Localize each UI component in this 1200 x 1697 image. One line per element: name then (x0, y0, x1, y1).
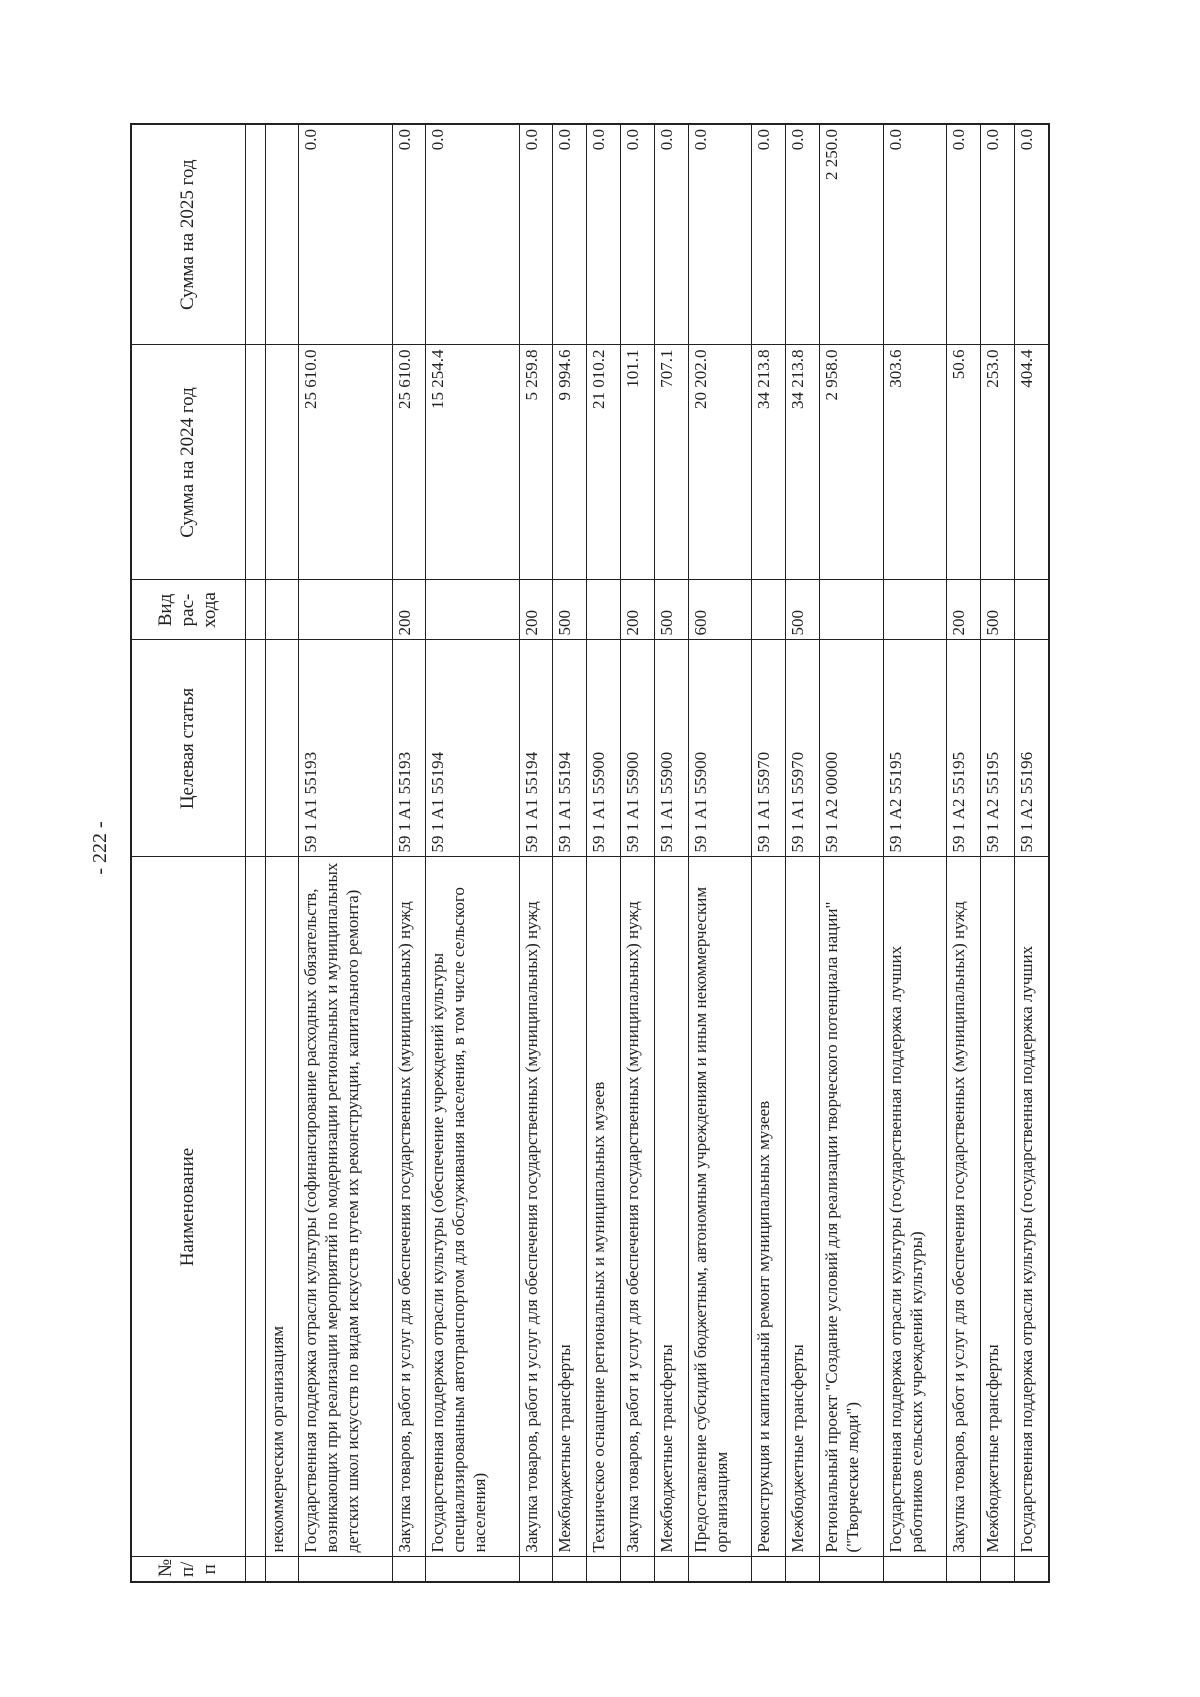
sum-2025-cell: 2 250.0 (820, 124, 884, 345)
sum-2024-cell: 101.1 (621, 345, 655, 580)
sum-2025-cell: 0.0 (786, 124, 820, 345)
sum-2024-cell (265, 345, 299, 580)
sum-2025-cell: 0.0 (621, 124, 655, 345)
kind-cell: 200 (392, 580, 426, 640)
sum-2025-cell: 0.0 (426, 124, 519, 345)
name-cell: Межбюджетные трансферты (980, 857, 1014, 1557)
sum-2025-cell: 0.0 (553, 124, 587, 345)
table-row (1014, 124, 1049, 1582)
name-cell: Закупка товаров, работ и услуг для обеспечения государственных (муниципальных) нужд (621, 857, 655, 1557)
table-row (426, 124, 519, 1582)
sum-2024-cell: 404.4 (1014, 345, 1049, 580)
sum-2025-cell: 0.0 (980, 124, 1014, 345)
name-cell: Региональный проект "Создание условий для реализации творческого потенциала нации" ("Творческие люди") (820, 857, 884, 1557)
kind-cell (426, 580, 519, 640)
name-cell: Закупка товаров, работ и услуг для обеспечения государственных (муниципальных) нужд (947, 857, 981, 1557)
sum-2025-cell: 0.0 (654, 124, 688, 345)
header-name: Наименование (131, 857, 245, 1557)
name-cell: некоммерческим организациям (265, 857, 299, 1557)
page-number: - 222 - (89, 821, 111, 875)
name-cell: Реконструкция и капитальный ремонт муниципальных музеев (752, 857, 786, 1557)
num-cell (621, 1557, 655, 1582)
name-cell: Межбюджетные трансферты (786, 857, 820, 1557)
target-cell: 59 1 A2 55196 (1014, 640, 1049, 857)
header-target: Целевая статья (131, 640, 245, 857)
kind-cell: 500 (553, 580, 587, 640)
budget-table (130, 123, 1050, 1583)
target-cell: 59 1 A1 55194 (553, 640, 587, 857)
name-cell: Техническое оснащение региональных и муниципальных музеев (587, 857, 621, 1557)
table-row (820, 124, 884, 1582)
target-cell: 59 1 A1 55194 (519, 640, 553, 857)
target-cell: 59 1 A1 55194 (426, 640, 519, 857)
num-cell (519, 1557, 553, 1582)
header-sum-2025: Сумма на 2025 год (131, 124, 245, 345)
num-cell (654, 1557, 688, 1582)
name-cell: Государственная поддержка отрасли культуры (софинансирование расходных обязательств, возникающих при реализации мероприятий по модернизации региональных и муниципальных детских школ искусств по видам искусств путем их реконструкции, капитального ремонта) (299, 857, 392, 1557)
sum-2025-cell: 0.0 (519, 124, 553, 345)
sum-2024-cell: 5 259.8 (519, 345, 553, 580)
table-row (621, 124, 655, 1582)
name-cell: Закупка товаров, работ и услуг для обеспечения государственных (муниципальных) нужд (519, 857, 553, 1557)
kind-cell (1014, 580, 1049, 640)
sum-2024-cell: 34 213.8 (786, 345, 820, 580)
target-cell: 59 1 A1 55193 (299, 640, 392, 857)
sum-2025-cell: 0.0 (1014, 124, 1049, 345)
sum-2024-cell: 253.0 (980, 345, 1014, 580)
sum-2024-cell: 9 994.6 (553, 345, 587, 580)
table-row (265, 124, 299, 1582)
kind-cell (587, 580, 621, 640)
table-body (265, 124, 1049, 1582)
num-cell (786, 1557, 820, 1582)
budget-table-rotated (130, 125, 1050, 1583)
table-row (299, 124, 392, 1582)
target-cell: 59 1 A1 55970 (786, 640, 820, 857)
sum-2025-cell: 0.0 (688, 124, 752, 345)
kind-cell (752, 580, 786, 640)
num-cell (587, 1557, 621, 1582)
table-row (688, 124, 752, 1582)
table-row (752, 124, 786, 1582)
table-row (980, 124, 1014, 1582)
num-cell (553, 1557, 587, 1582)
target-cell: 59 1 A2 55195 (883, 640, 947, 857)
num-cell (688, 1557, 752, 1582)
table-row (519, 124, 553, 1582)
num-cell (947, 1557, 981, 1582)
table-row (654, 124, 688, 1582)
kind-cell: 200 (621, 580, 655, 640)
name-cell: Межбюджетные трансферты (654, 857, 688, 1557)
sum-2024-cell: 50.6 (947, 345, 981, 580)
sum-2024-cell: 707.1 (654, 345, 688, 580)
sum-2025-cell: 0.0 (392, 124, 426, 345)
kind-cell: 200 (947, 580, 981, 640)
table-header-row (131, 124, 245, 1582)
target-cell: 59 1 A1 55193 (392, 640, 426, 857)
sum-2024-cell: 2 958.0 (820, 345, 884, 580)
sum-2024-cell: 21 010.2 (587, 345, 621, 580)
sum-2025-cell: 0.0 (947, 124, 981, 345)
num-cell (820, 1557, 884, 1582)
target-cell: 59 1 A1 55900 (621, 640, 655, 857)
sum-2025-cell: 0.0 (883, 124, 947, 345)
table-row (587, 124, 621, 1582)
target-cell (265, 640, 299, 857)
num-cell (883, 1557, 947, 1582)
kind-cell (883, 580, 947, 640)
name-cell: Закупка товаров, работ и услуг для обеспечения государственных (муниципальных) нужд (392, 857, 426, 1557)
header-kind: Вид рас-хода (131, 580, 245, 640)
num-cell (299, 1557, 392, 1582)
sum-2024-cell: 303.6 (883, 345, 947, 580)
header-sum-2024: Сумма на 2024 год (131, 345, 245, 580)
num-cell (1014, 1557, 1049, 1582)
num-cell (426, 1557, 519, 1582)
kind-cell: 500 (980, 580, 1014, 640)
num-cell (980, 1557, 1014, 1582)
kind-cell (820, 580, 884, 640)
target-cell: 59 1 A1 55900 (688, 640, 752, 857)
header-num: № п/п (131, 1557, 245, 1582)
name-cell: Межбюджетные трансферты (553, 857, 587, 1557)
table-row (883, 124, 947, 1582)
sum-2024-cell: 34 213.8 (752, 345, 786, 580)
table-row (392, 124, 426, 1582)
num-cell (392, 1557, 426, 1582)
num-cell (265, 1557, 299, 1582)
name-cell: Государственная поддержка отрасли культуры (обеспечение учреждений культуры специализированным автотранспортом для обслуживания населения, в том числе сельского населения) (426, 857, 519, 1557)
target-cell: 59 1 A2 55195 (947, 640, 981, 857)
sum-2024-cell: 25 610.0 (392, 345, 426, 580)
kind-cell (299, 580, 392, 640)
sum-2024-cell: 15 254.4 (426, 345, 519, 580)
name-cell: Государственная поддержка отрасли культуры (государственная поддержка лучших работников сельских учреждений культуры) (883, 857, 947, 1557)
kind-cell: 500 (654, 580, 688, 640)
kind-cell: 200 (519, 580, 553, 640)
table-spacer-row (245, 124, 265, 1582)
table-row (553, 124, 587, 1582)
num-cell (752, 1557, 786, 1582)
table-row (786, 124, 820, 1582)
target-cell: 59 1 A1 55900 (587, 640, 621, 857)
sum-2024-cell: 20 202.0 (688, 345, 752, 580)
sum-2024-cell: 25 610.0 (299, 345, 392, 580)
kind-cell (265, 580, 299, 640)
target-cell: 59 1 A2 00000 (820, 640, 884, 857)
sum-2025-cell (265, 124, 299, 345)
target-cell: 59 1 A2 55195 (980, 640, 1014, 857)
target-cell: 59 1 A1 55970 (752, 640, 786, 857)
table-row (947, 124, 981, 1582)
sum-2025-cell: 0.0 (752, 124, 786, 345)
kind-cell: 500 (786, 580, 820, 640)
target-cell: 59 1 A1 55900 (654, 640, 688, 857)
sum-2025-cell: 0.0 (587, 124, 621, 345)
name-cell: Государственная поддержка отрасли культуры (государственная поддержка лучших (1014, 857, 1049, 1557)
name-cell: Предоставление субсидий бюджетным, автономным учреждениям и иным некоммерческим организациям (688, 857, 752, 1557)
kind-cell: 600 (688, 580, 752, 640)
sum-2025-cell: 0.0 (299, 124, 392, 345)
